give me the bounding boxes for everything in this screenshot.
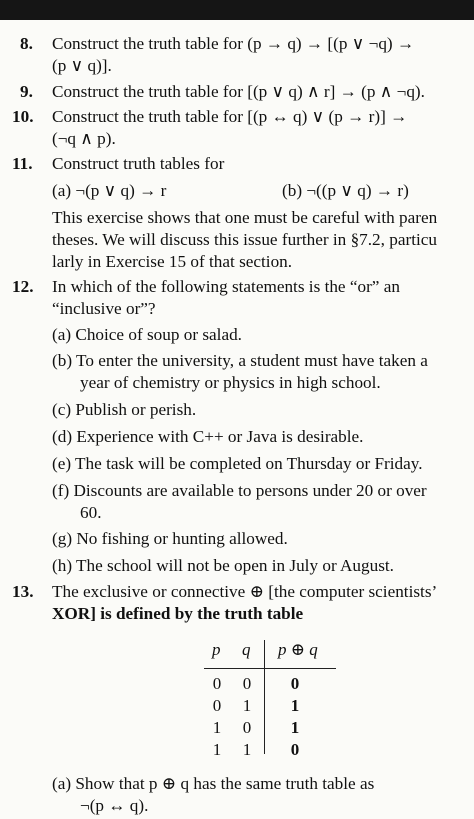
exercise-13-line-1: 13. The exclusive or connective ⊕ [the computer scientists’ [12,582,438,601]
exercise-9: 9. Construct the truth table for [(p ∨ q) ∧ r] → (p ∧ ¬q). [20,82,425,101]
exercise-11-note-3: larly in Exercise 15 of that section. [52,252,293,271]
table-cell: 1 [290,718,300,737]
table-horizontal-rule [204,668,336,669]
exercise-11-note-2: theses. We will discuss this issue further in §7.2, particu [52,230,437,249]
exercise-12b-line-2: year of chemistry or physics in high school. [80,373,381,392]
exercise-13a-line-1: (a) Show that p ⊕ q has the same truth table as [52,774,375,793]
exercise-13-line-2: XOR] is defined by the truth table [52,604,304,623]
exercise-12-line-1: 12. In which of the following statements is the “or” an [12,277,400,296]
exercise-8-line-1: 8. Construct the truth table for (p → q) → [(p ∨ ¬q) → [20,34,415,53]
exercise-10-line-1: 10. Construct the truth table for [(p ↔ q) ∨ (p → r)] → [12,107,408,126]
exercise-12f-line-1: (f) Discounts are available to persons under 20 or over [52,481,427,500]
header-q: q [242,640,251,659]
header-p: p [212,640,221,659]
table-cell: 1 [290,696,300,715]
exercise-12b-line-1: (b) To enter the university, a student must have taken a [52,351,428,370]
table-cell: 1 [242,740,252,759]
table-cell: 0 [242,718,252,737]
exercise-12c: (c) Publish or perish. [52,400,197,419]
table-cell: 0 [242,674,252,693]
top-bar [0,0,474,20]
exercise-12d: (d) Experience with C++ or Java is desirable. [52,427,364,446]
exercise-11b: (b) ¬((p ∨ q) → r) [282,181,409,200]
exercise-11-note-1: This exercise shows that one must be careful with paren [52,208,438,227]
exercise-8-line-2: (p ∨ q)]. [52,56,112,75]
exercise-12g: (g) No fishing or hunting allowed. [52,529,288,548]
exercise-13a-line-2: ¬(p ↔ q). [80,796,149,815]
table-cell: 0 [212,674,222,693]
table-cell: 1 [212,718,222,737]
table-cell: 0 [212,696,222,715]
table-cell: 1 [212,740,222,759]
exercise-12a: (a) Choice of soup or salad. [52,325,242,344]
exercise-12e: (e) The task will be completed on Thursday or Friday. [52,454,423,473]
exercise-12-line-2: “inclusive or”? [52,299,156,318]
header-xor: p ⊕ q [278,640,318,659]
exercise-12h: (h) The school will not be open in July or August. [52,556,394,575]
table-cell: 0 [290,740,300,759]
table-vertical-rule [264,640,265,754]
xor-truth-table [200,640,340,759]
exercise-11a: (a) ¬(p ∨ q) → r [52,181,167,200]
exercise-11: 11. Construct truth tables for [12,154,225,173]
table-cell: 1 [242,696,252,715]
table-cell: 0 [290,674,300,693]
exercise-10-line-2: (¬q ∧ p). [52,129,116,148]
exercise-12f-line-2: 60. [80,503,102,522]
